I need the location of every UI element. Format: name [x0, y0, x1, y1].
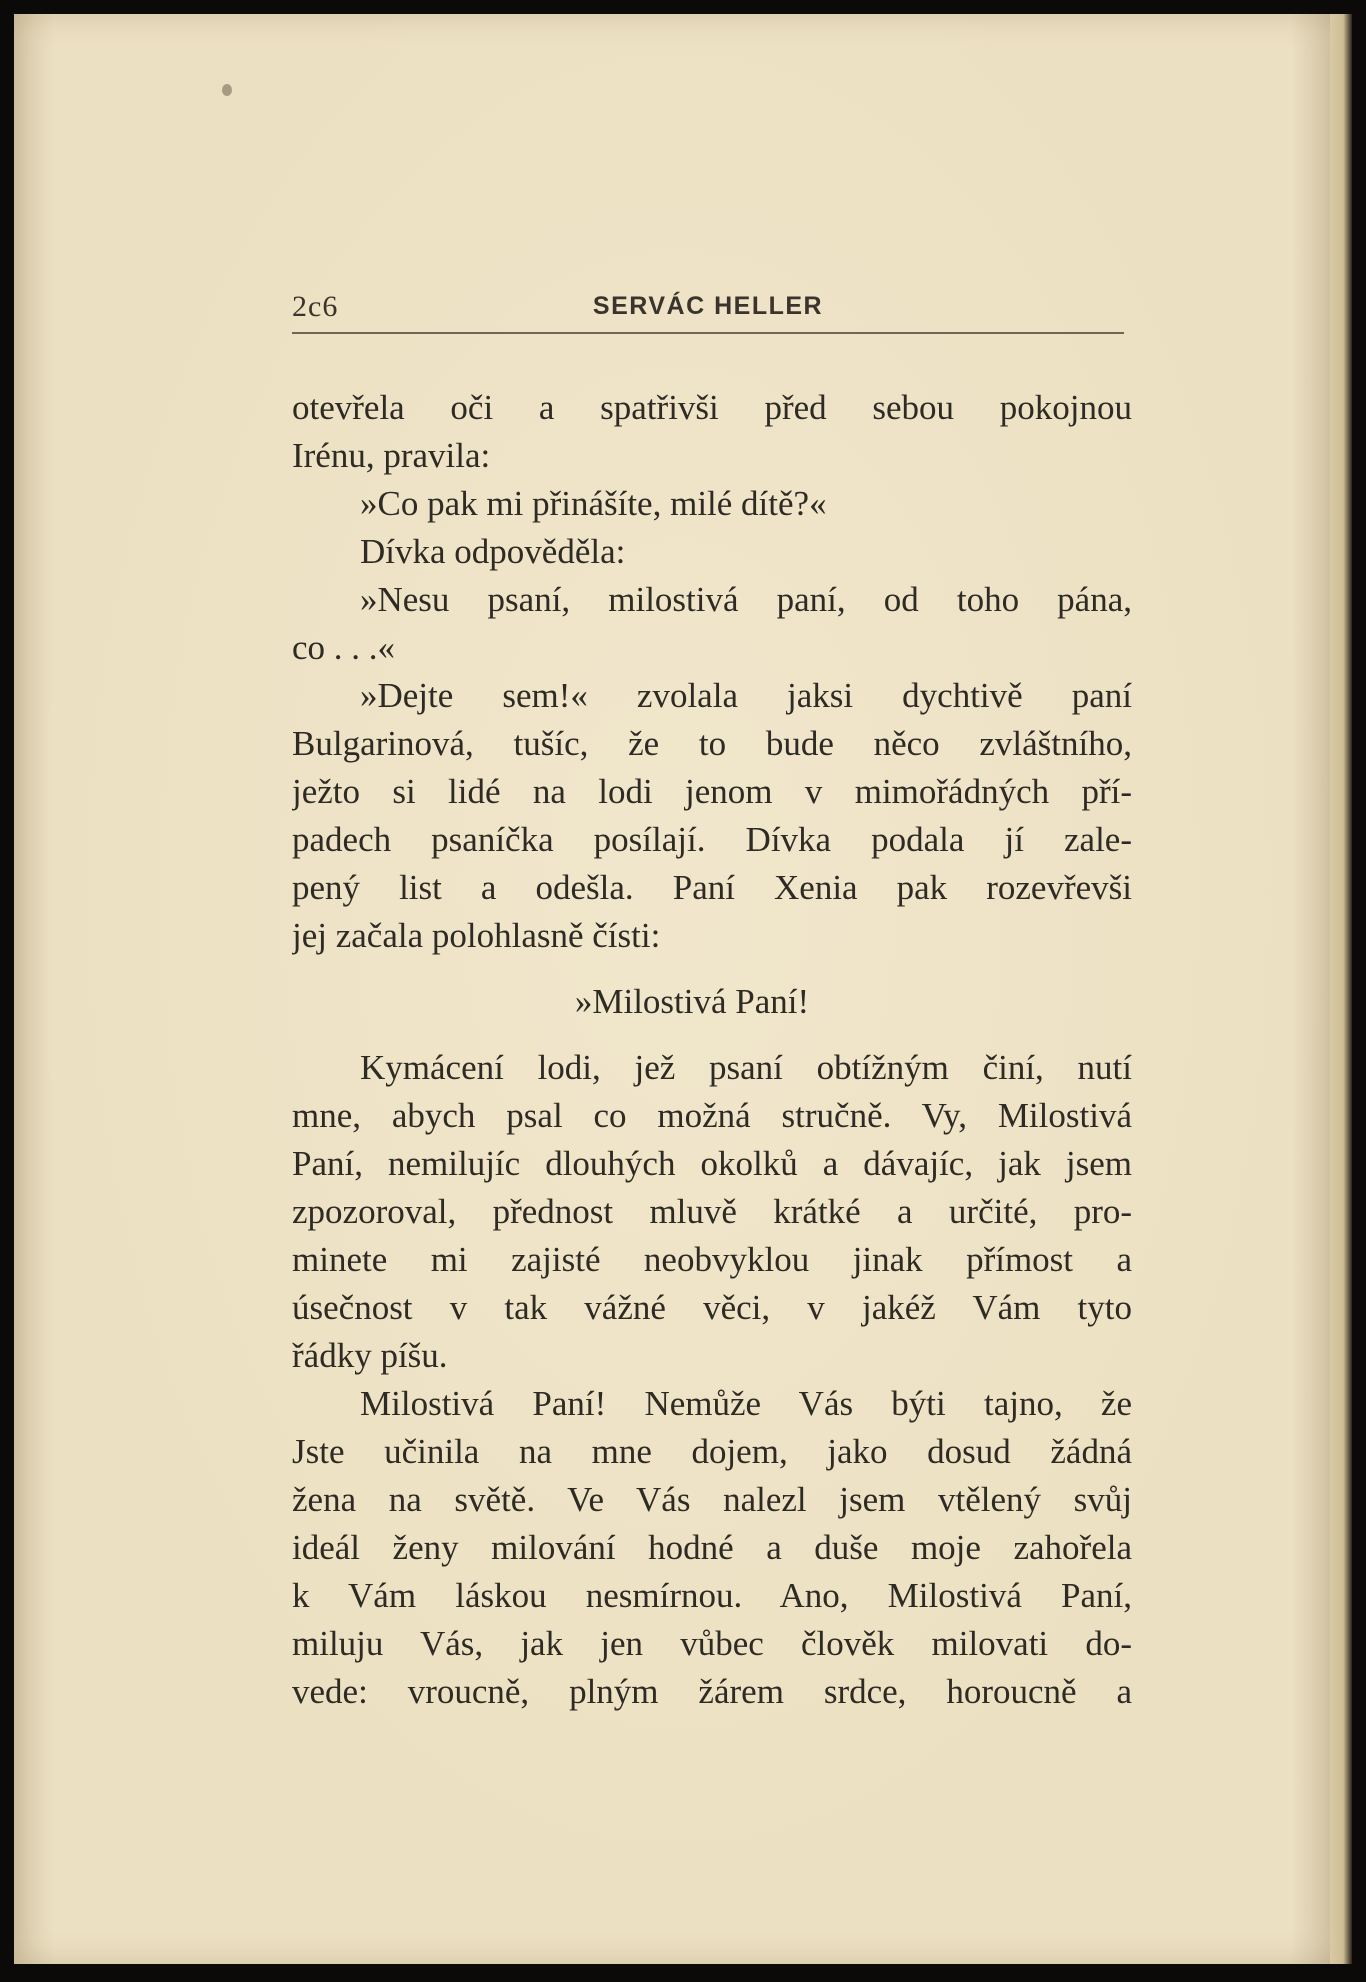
text-line: zpozoroval, přednost mluvě krátké a určité, pro-	[292, 1192, 1132, 1231]
text-line: minete mi zajisté neobvyklou jinak přímost a	[292, 1240, 1132, 1279]
ink-blot	[222, 84, 232, 96]
text-line: Kymácení lodi, jež psaní obtížným činí, nutí	[360, 1048, 1132, 1087]
text-line: Milostivá Paní! Nemůže Vás býti tajno, že	[360, 1384, 1132, 1423]
text-line: Jste učinila na mne dojem, jako dosud žádná	[292, 1432, 1132, 1471]
text-line: ježto si lidé na lodi jenom v mimořádných pří-	[292, 772, 1132, 811]
text-line: žena na světě. Ve Vás nalezl jsem vtělený svůj	[292, 1480, 1132, 1519]
body-text	[292, 384, 1132, 1716]
text-line: pený list a odešla. Paní Xenia pak rozevřevši	[292, 868, 1132, 907]
text-line: k Vám láskou nesmírnou. Ano, Milostivá Paní,	[292, 1576, 1132, 1615]
text-line: ideál ženy milování hodné a duše moje zahořela	[292, 1528, 1132, 1567]
text-line: Paní, nemilujíc dlouhých okolků a dávajíc, jak jsem	[292, 1144, 1132, 1183]
letter-salutation: »Milostivá Paní!	[574, 982, 810, 1021]
text-line: »Dejte sem!« zvolala jaksi dychtivě paní	[360, 676, 1132, 715]
text-line: Bulgarinová, tušíc, že to bude něco zvláštního,	[292, 724, 1132, 763]
text-line: úsečnost v tak vážné věci, v jakéž Vám tyto	[292, 1288, 1132, 1327]
text-line: padech psaníčka posílají. Dívka podala jí zale-	[292, 820, 1132, 859]
text-line: miluju Vás, jak jen vůbec člověk milovati do-	[292, 1624, 1132, 1663]
text-line: řádky píšu.	[292, 1336, 448, 1375]
running-title: SERVÁC HELLER	[592, 292, 824, 320]
text-line: otevřela oči a spatřivši před sebou pokojnou	[292, 388, 1132, 427]
text-line: vede: vroucně, plným žárem srdce, horoucně a	[292, 1672, 1132, 1711]
text-line: jej začala polohlasně čísti:	[292, 916, 661, 955]
page-header	[292, 290, 1124, 334]
text-line: »Co pak mi přinášíte, milé dítě?«	[360, 484, 827, 523]
text-line: »Nesu psaní, milostivá paní, od toho pána,	[360, 580, 1132, 619]
text-line: Irénu, pravila:	[292, 436, 491, 475]
text-line: Dívka odpověděla:	[360, 532, 626, 571]
text-line: co . . .«	[292, 628, 396, 667]
page-number: 2c6	[292, 290, 339, 323]
page-edge	[1330, 14, 1352, 1964]
text-line: mne, abych psal co možná stručně. Vy, Milostivá	[292, 1096, 1132, 1135]
